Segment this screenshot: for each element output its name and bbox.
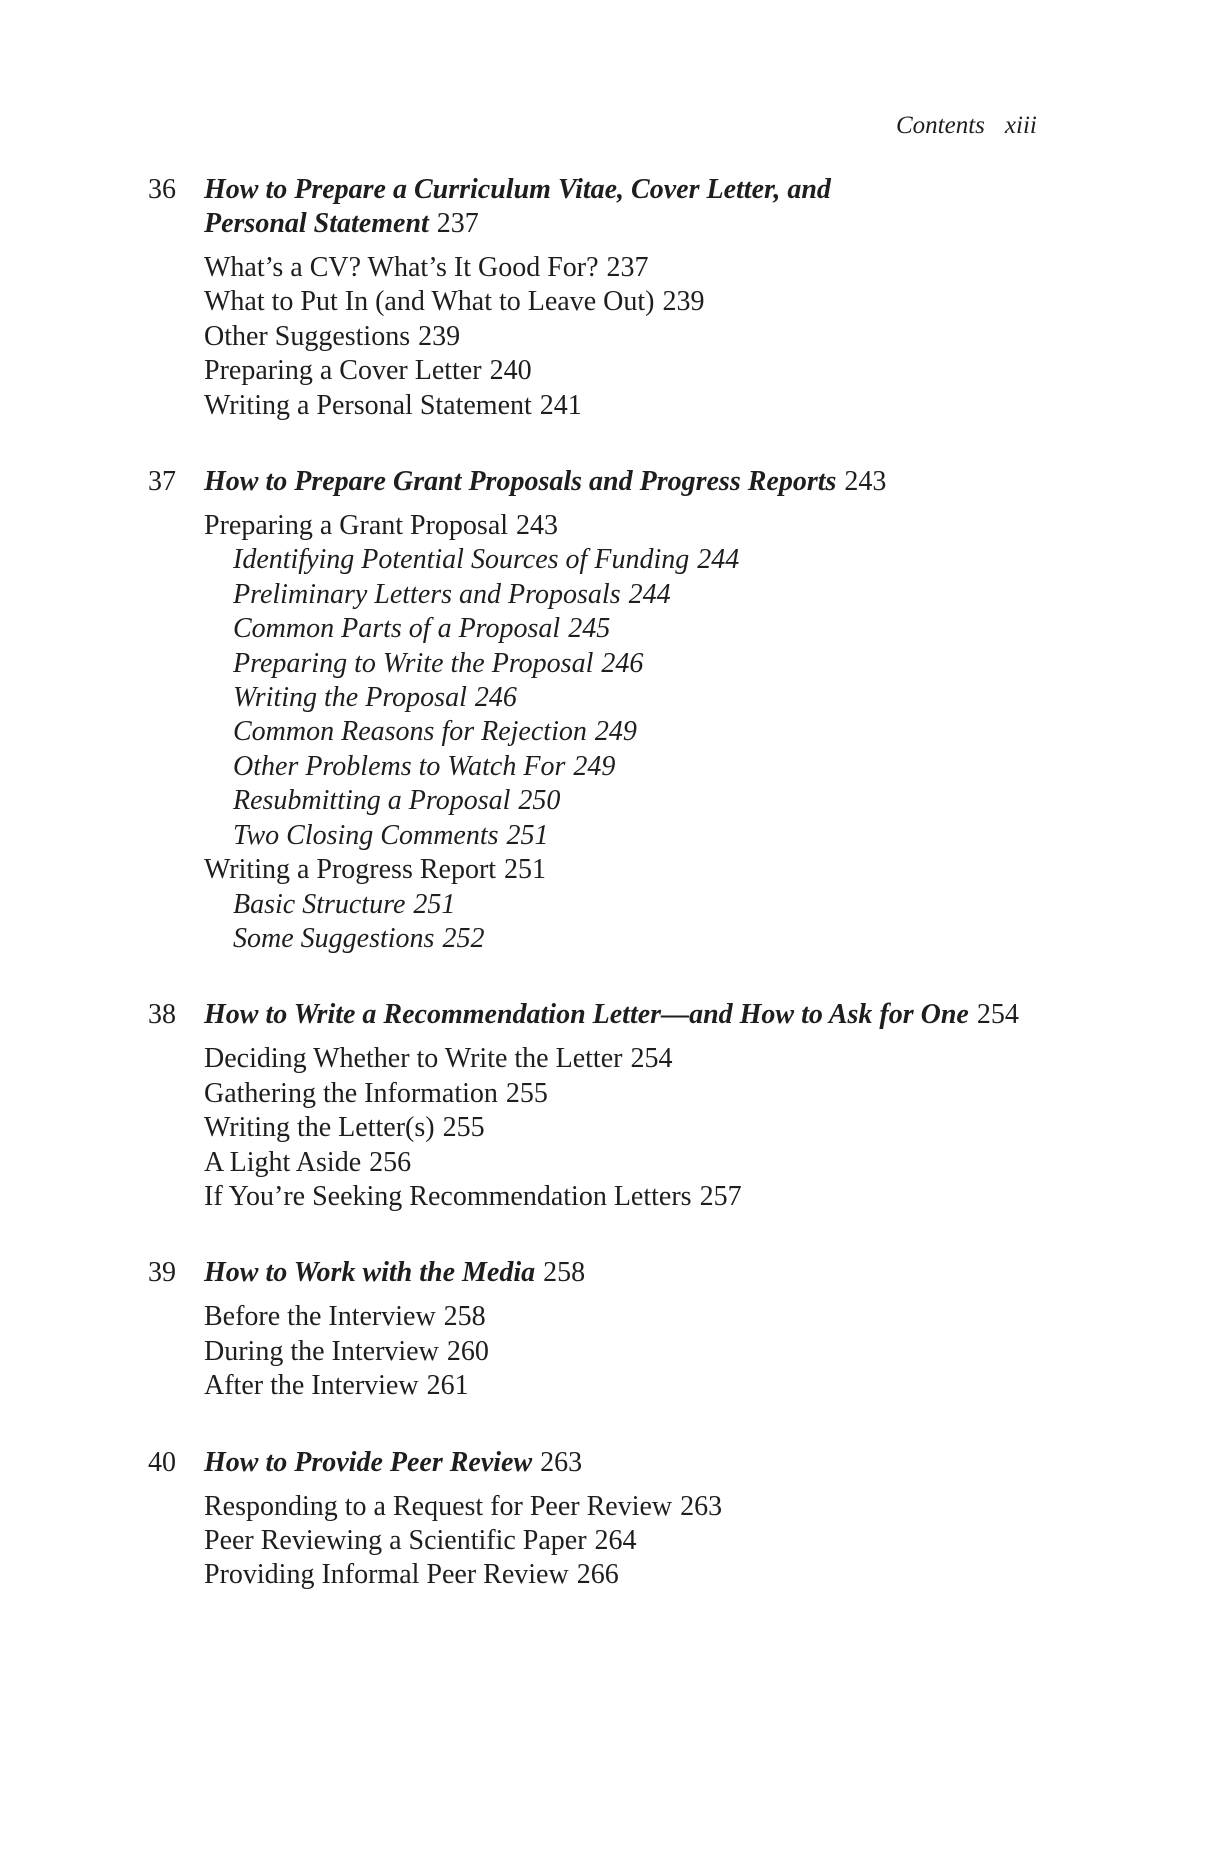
chapter-heading[interactable] (148, 1256, 1148, 1290)
chapter-title: How to Prepare Grant Proposals and Progress Reports 243 (204, 466, 887, 498)
chapter-entries (204, 251, 1148, 423)
running-head-page: xiii (1004, 112, 1037, 139)
chapter-39 (148, 1256, 1148, 1403)
toc-entry[interactable]: Responding to a Request for Peer Review 263 (204, 1490, 723, 1522)
toc-entry[interactable]: Before the Interview 258 (204, 1301, 486, 1333)
toc-entry[interactable]: Deciding Whether to Write the Letter 254 (204, 1043, 673, 1075)
toc-subentry[interactable]: Identifying Potential Sources of Funding 244 (233, 544, 740, 576)
chapter-page: 243 (844, 466, 887, 498)
running-head (896, 112, 1037, 140)
toc-entry[interactable]: During the Interview 260 (204, 1335, 489, 1367)
chapter-entries (204, 509, 1148, 956)
toc-entry[interactable]: Gathering the Information 255 (204, 1077, 548, 1109)
toc-entry[interactable]: Providing Informal Peer Review 266 (204, 1559, 619, 1591)
chapter-title: How to Write a Recommendation Letter—and How to Ask for One 254 (204, 999, 1019, 1031)
toc-subentry[interactable]: Writing the Proposal 246 (233, 682, 517, 714)
toc-entry[interactable]: Other Suggestions 239 (204, 320, 461, 352)
toc-entry[interactable]: What to Put In (and What to Leave Out) 239 (204, 286, 705, 318)
toc-subentry[interactable]: Preliminary Letters and Proposals 244 (233, 578, 671, 610)
toc-entry[interactable]: Peer Reviewing a Scientific Paper 264 (204, 1524, 637, 1556)
toc-subentry[interactable]: Two Closing Comments 251 (233, 819, 549, 851)
chapter-heading[interactable] (148, 1446, 1148, 1480)
toc-entry[interactable]: Preparing a Cover Letter 240 (204, 355, 532, 387)
chapter-entries (204, 1042, 1148, 1214)
chapter-title: How to Prepare a Curriculum Vitae, Cover Letter, and Personal Statement 237 (204, 174, 831, 239)
toc-subentry[interactable]: Basic Structure 251 (233, 888, 456, 920)
chapter-page: 237 (436, 208, 479, 239)
toc-subentry[interactable]: Some Suggestions 252 (233, 922, 485, 954)
toc-subentry[interactable]: Common Reasons for Rejection 249 (233, 716, 637, 748)
chapter-number: 36 (148, 174, 176, 205)
chapter-heading[interactable] (148, 173, 1148, 241)
toc-entry[interactable]: Writing a Personal Statement 241 (204, 389, 582, 421)
table-of-contents (148, 173, 1148, 1635)
toc-entry[interactable]: A Light Aside 256 (204, 1146, 412, 1178)
chapter-40 (148, 1446, 1148, 1593)
chapter-38 (148, 998, 1148, 1214)
chapter-heading[interactable] (148, 998, 1148, 1032)
toc-entry[interactable]: After the Interview 261 (204, 1370, 469, 1402)
toc-entry[interactable]: If You’re Seeking Recommendation Letters 257 (204, 1180, 742, 1212)
chapter-page: 258 (543, 1257, 586, 1289)
chapter-37 (148, 465, 1148, 956)
chapter-title: How to Provide Peer Review 263 (204, 1446, 583, 1478)
chapter-number: 39 (148, 1257, 176, 1289)
chapter-entries (204, 1490, 1148, 1593)
toc-entry[interactable]: Writing the Letter(s) 255 (204, 1112, 485, 1144)
chapter-number: 38 (148, 999, 176, 1031)
chapter-title: How to Work with the Media 258 (204, 1257, 586, 1289)
toc-entry[interactable]: What’s a CV? What’s It Good For? 237 (204, 252, 649, 283)
toc-subentry[interactable]: Preparing to Write the Proposal 246 (233, 647, 644, 679)
toc-subentry[interactable]: Other Problems to Watch For 249 (233, 750, 616, 782)
chapter-page: 263 (540, 1446, 583, 1478)
running-head-label: Contents (896, 112, 985, 139)
toc-entry[interactable]: Writing a Progress Report 251 (204, 854, 547, 886)
chapter-entries (204, 1300, 1148, 1403)
toc-entry[interactable]: Preparing a Grant Proposal 243 (204, 510, 559, 542)
toc-subentry[interactable]: Common Parts of a Proposal 245 (233, 613, 611, 645)
chapter-36 (148, 173, 1148, 423)
chapter-number: 37 (148, 466, 176, 498)
chapter-heading[interactable] (148, 465, 1148, 499)
toc-subentry[interactable]: Resubmitting a Proposal 250 (233, 785, 561, 817)
chapter-page: 254 (976, 999, 1019, 1031)
chapter-number: 40 (148, 1446, 176, 1478)
